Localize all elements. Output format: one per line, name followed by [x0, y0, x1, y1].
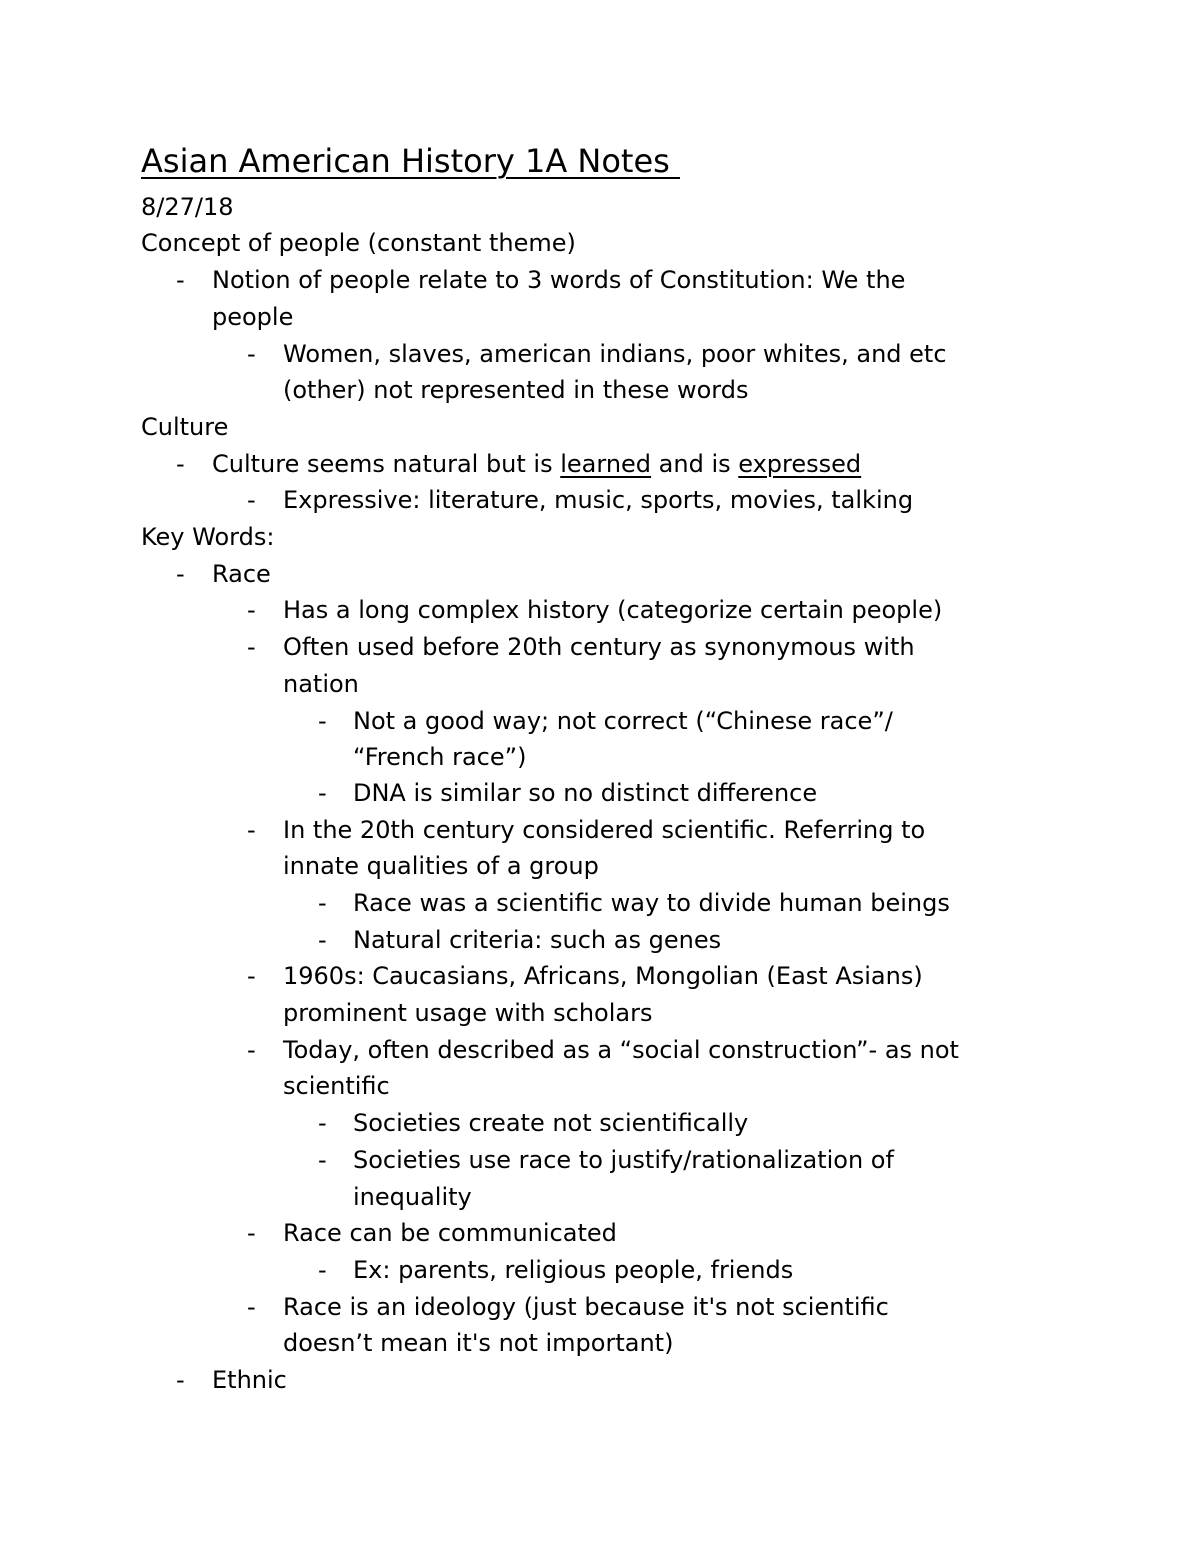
note-line: In the 20th century considered scientific. Referring to [283, 816, 926, 844]
bullet-dash: - [318, 1109, 327, 1137]
bullet-dash: - [176, 560, 185, 588]
note-line: (other) not represented in these words [283, 376, 749, 404]
underlined-word-expressed: expressed [738, 450, 862, 478]
bullet-dash: - [318, 1146, 327, 1174]
note-line: Women, slaves, american indians, poor whites, and etc [283, 340, 947, 368]
bullet-dash: - [247, 340, 256, 368]
bullet-dash: - [318, 889, 327, 917]
document-title: Asian American History 1A Notes [141, 142, 680, 180]
note-text: and is [651, 450, 739, 478]
note-line: Race was a scientific way to divide human beings [353, 889, 950, 917]
bullet-dash: - [247, 1293, 256, 1321]
note-line: Societies create not scientifically [353, 1109, 749, 1137]
note-line: Race can be communicated [283, 1219, 617, 1247]
note-line: Expressive: literature, music, sports, movies, talking [283, 486, 914, 514]
note-line: Societies use race to justify/rationalization of [353, 1146, 894, 1174]
heading-concept-of-people: Concept of people (constant theme) [141, 229, 576, 257]
note-line: Not a good way; not correct (“Chinese race”/ [353, 707, 893, 735]
note-line: “French race”) [353, 743, 527, 771]
note-line: nation [283, 670, 359, 698]
note-line: scientific [283, 1072, 390, 1100]
note-line: Race is an ideology (just because it's not scientific [283, 1293, 889, 1321]
subheading-race: Race [212, 560, 271, 588]
bullet-dash: - [176, 450, 185, 478]
note-line: people [212, 303, 294, 331]
note-line: Natural criteria: such as genes [353, 926, 722, 954]
bullet-dash: - [176, 266, 185, 294]
note-line: Ex: parents, religious people, friends [353, 1256, 794, 1284]
subheading-ethnic: Ethnic [212, 1366, 287, 1394]
note-line: Has a long complex history (categorize certain people) [283, 596, 943, 624]
heading-key-words: Key Words: [141, 523, 275, 551]
bullet-dash: - [247, 1036, 256, 1064]
note-line-culture [212, 446, 861, 482]
note-text: Culture seems natural but is [212, 450, 561, 478]
note-line: Notion of people relate to 3 words of Constitution: We the [212, 266, 906, 294]
bullet-dash: - [247, 962, 256, 990]
bullet-dash: - [318, 707, 327, 735]
bullet-dash: - [318, 779, 327, 807]
note-line: Often used before 20th century as synonymous with [283, 633, 915, 661]
note-line: innate qualities of a group [283, 852, 599, 880]
bullet-dash: - [176, 1366, 185, 1394]
note-line: prominent usage with scholars [283, 999, 653, 1027]
bullet-dash: - [247, 633, 256, 661]
bullet-dash: - [318, 926, 327, 954]
bullet-dash: - [247, 596, 256, 624]
underlined-word-learned: learned [560, 450, 652, 478]
note-line: doesn’t mean it's not important) [283, 1329, 674, 1357]
note-line: DNA is similar so no distinct difference [353, 779, 818, 807]
bullet-dash: - [318, 1256, 327, 1284]
note-line: 1960s: Caucasians, Africans, Mongolian (East Asians) [283, 962, 923, 990]
bullet-dash: - [247, 1219, 256, 1247]
note-line: Today, often described as a “social construction”- as not [283, 1036, 959, 1064]
note-line: inequality [353, 1183, 472, 1211]
date-line: 8/27/18 [141, 193, 234, 221]
bullet-dash: - [247, 486, 256, 514]
heading-culture: Culture [141, 413, 229, 441]
bullet-dash: - [247, 816, 256, 844]
